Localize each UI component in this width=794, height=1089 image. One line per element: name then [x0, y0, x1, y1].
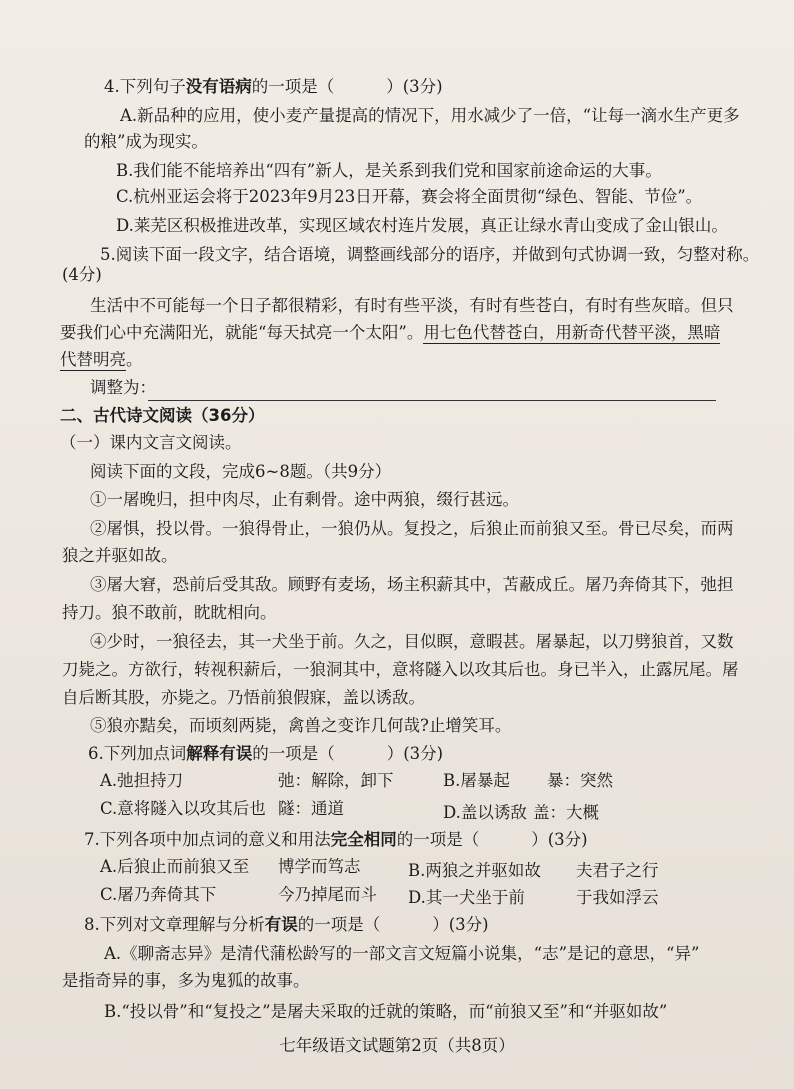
q7-stem: 7.下列各项中加点词的意义和用法完全相同的一项是（ ）(3分): [84, 830, 588, 849]
passage-para4-cont1: 刀毙之。方欲行，转视积薪后，一狼洞其中，意将隧入以攻其后也。身已半入，止露尻尾。屠: [62, 660, 739, 679]
q7-option-c: C.屠乃奔倚其下: [100, 885, 217, 904]
q6-stem: 6.下列加点词解释有误的一项是（ ）(3分): [88, 744, 444, 763]
q7-option-d: D.其一犬坐于前: [408, 888, 525, 907]
q6-option-a-explanation: 弛：解除，卸下: [278, 771, 394, 790]
passage-para2-cont: 狼之并驱如故。: [62, 546, 178, 565]
q5-stem: 5.阅读下面一段文字，结合语境，调整画线部分的语序，并做到句式协调一致，匀整对称。: [100, 245, 760, 264]
q8-option-b: B.“投以骨”和“复投之”是屠夫采取的迁就的策略，而“前狼又至”和“并驱如故”: [104, 1002, 668, 1021]
q7-option-b: B.两狼之并驱如故: [408, 861, 541, 880]
q8-option-a: A.《聊斋志异》是清代蒲松龄写的一部文言文短篇小说集，“志”是记的意思，“异”: [104, 944, 700, 963]
passage-para2: ②屠惧，投以骨。一狼得骨止，一狼仍从。复投之，后狼止而前狼又至。骨已尽矣，而两: [90, 519, 734, 538]
q4-option-b: B.我们能不能培养出“四有”新人，是关系到我们党和国家前途命运的大事。: [116, 161, 662, 180]
passage-para1: ①一屠晚归，担中肉尽，止有剩骨。途中两狼，缀行甚远。: [90, 490, 519, 509]
q4-option-d: D.莱芜区积极推进改革，实现区域农村连片发展，真正让绿水青山变成了金山银山。: [116, 216, 728, 235]
q4-option-c: C.杭州亚运会将于2023年9月23日开幕，赛会将全面贯彻“绿色、智能、节俭”。: [116, 187, 703, 206]
q5-passage-line2: 要我们心中充满阳光，就能“每天拭亮一个太阳”。用七色代替苍白，用新奇代替平淡，黑暗: [60, 323, 721, 342]
passage-para3-cont: 持刀。狼不敢前，眈眈相向。: [62, 603, 277, 622]
q4-stem: 4.下列句子没有语病的一项是（ ）(3分): [104, 77, 443, 96]
q8-option-a-cont: 是指奇异的事，多为鬼狐的故事。: [62, 971, 310, 990]
subsection-title: （一）课内文言文阅读。: [60, 433, 242, 452]
underlined-text-cont: 代替明亮: [60, 350, 126, 369]
q7-option-a: A.后狼止而前狼又至: [100, 857, 250, 876]
q5-passage-line1: 生活中不可能每一个日子都很精彩，有时有些平淡，有时有些苍白，有时有些灰暗。但只: [90, 296, 734, 315]
q6-option-d-explanation: 盖：大概: [533, 803, 599, 822]
q4-option-a-cont: 的粮”成为现实。: [84, 132, 208, 151]
q5-points: (4分): [62, 265, 102, 284]
underlined-text: 用七色代替苍白，用新奇代替平淡，黑暗: [423, 323, 721, 342]
q6-option-b-explanation: 暴：突然: [547, 771, 613, 790]
q5-passage-line3: 代替明亮。: [60, 350, 143, 369]
q6-option-c-explanation: 隧：通道: [278, 799, 344, 818]
section-title: 二、古代诗文阅读（36分）: [60, 406, 265, 425]
q7-option-b-compare: 夫君子之行: [576, 861, 659, 880]
q5-adjust-label: 调整为：: [90, 378, 156, 397]
passage-para5: ⑤狼亦黠矣，而顷刻两毙，禽兽之变诈几何哉?止增笑耳。: [90, 716, 512, 735]
q7-option-c-compare: 今乃掉尾而斗: [278, 885, 377, 904]
page-footer: 七年级语文试题第2页（共8页）: [279, 1036, 515, 1055]
passage-para4-cont2: 自后断其股，亦毙之。乃悟前狼假寐，盖以诱敌。: [62, 688, 425, 707]
q6-option-c: C.意将隧入以攻其后也: [100, 799, 266, 818]
q7-option-d-compare: 于我如浮云: [576, 888, 659, 907]
q6-option-d: D.盖以诱敌: [443, 803, 527, 822]
q7-option-a-compare: 博学而笃志: [278, 857, 361, 876]
q6-option-a: A.弛担持刀: [100, 771, 184, 790]
passage-instruction: 阅读下面的文段，完成6~8题。（共9分）: [90, 462, 392, 481]
passage-para3: ③屠大窘，恐前后受其敌。顾野有麦场，场主积薪其中，苫蔽成丘。屠乃奔倚其下，弛担: [90, 575, 734, 594]
q8-stem: 8.下列对文章理解与分析有误的一项是（ ）(3分): [84, 915, 489, 934]
q5-answer-line[interactable]: [148, 400, 716, 401]
passage-para4: ④少时，一狼径去，其一犬坐于前。久之，目似瞑，意暇甚。屠暴起，以刀劈狼首，又数: [90, 632, 734, 651]
q6-option-b: B.屠暴起: [443, 771, 510, 790]
q4-option-a: A.新品种的应用，使小麦产量提高的情况下，用水减少了一倍，“让每一滴水生产更多: [120, 106, 740, 125]
